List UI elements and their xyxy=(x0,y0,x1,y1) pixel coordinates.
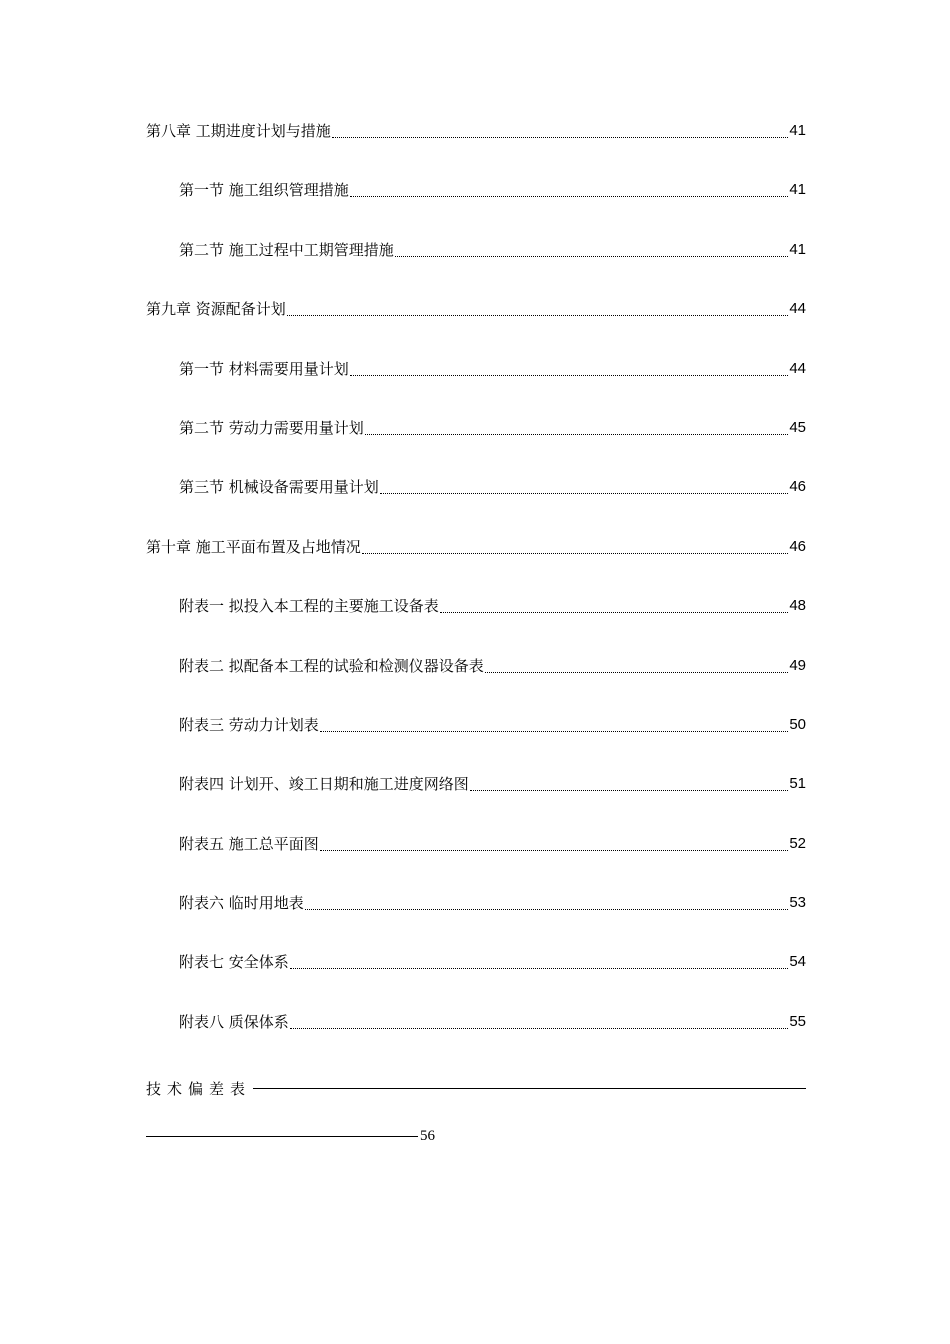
dot-leader xyxy=(305,909,789,910)
dot-leader xyxy=(485,672,789,673)
toc-entry-section[interactable] xyxy=(146,146,806,205)
toc-entry-page: 45 xyxy=(789,418,806,436)
toc-entry-label: 第八章 工期进度计划与措施 xyxy=(146,122,331,140)
toc-entry-section[interactable] xyxy=(146,205,806,264)
toc-entry-label: 第十章 施工平面布置及占地情况 xyxy=(146,537,361,556)
toc-entry-chapter-9[interactable] xyxy=(146,265,806,324)
toc-entry-appendix[interactable] xyxy=(146,799,806,858)
toc-entry-label: 附表三 劳动力计划表 xyxy=(179,715,319,734)
tech-deviation-title: 技术偏差表 xyxy=(146,1079,252,1098)
dot-leader xyxy=(365,434,789,435)
dot-leader xyxy=(290,968,789,969)
toc-entry-label: 第一节 材料需要用量计划 xyxy=(179,359,349,378)
toc-entry-page: 41 xyxy=(789,181,806,199)
toc-entry-label: 第一节 施工组织管理措施 xyxy=(179,181,349,200)
tech-deviation-line-1 xyxy=(146,1075,806,1101)
toc-entry-label: 第三节 机械设备需要用量计划 xyxy=(179,478,379,497)
toc-entry-label: 附表四 计划开、竣工日期和施工进度网络图 xyxy=(179,775,469,794)
toc-entry-appendix[interactable] xyxy=(146,977,806,1036)
dot-leader xyxy=(350,375,789,376)
toc-entry-label: 附表七 安全体系 xyxy=(179,953,289,972)
toc-entry-label: 第二节 劳动力需要用量计划 xyxy=(179,418,364,437)
toc-entry-section[interactable] xyxy=(146,324,806,383)
dot-leader xyxy=(395,256,789,257)
dot-leader xyxy=(362,553,789,554)
toc-entry-appendix[interactable] xyxy=(146,621,806,680)
toc-entry-appendix[interactable] xyxy=(146,859,806,918)
dot-leader xyxy=(350,196,789,197)
dot-leader xyxy=(290,1028,789,1029)
toc-entry-page: 52 xyxy=(789,834,806,852)
tech-deviation-line-2 xyxy=(146,1123,806,1149)
toc-entry-page: 50 xyxy=(789,715,806,733)
dot-leader xyxy=(470,790,789,791)
table-of-contents xyxy=(146,122,806,1037)
dot-leader xyxy=(332,137,789,138)
toc-entry-label: 附表六 临时用地表 xyxy=(179,894,304,913)
toc-entry-page: 55 xyxy=(789,1012,806,1030)
toc-entry-page: 44 xyxy=(789,300,806,318)
toc-entry-chapter-10[interactable] xyxy=(146,502,806,561)
toc-entry-page: 51 xyxy=(789,775,806,793)
toc-entry-page: 41 xyxy=(789,240,806,258)
toc-entry-page: 53 xyxy=(789,894,806,912)
toc-entry-page: 49 xyxy=(789,656,806,674)
toc-entry-label: 附表一 拟投入本工程的主要施工设备表 xyxy=(179,597,439,616)
dot-leader xyxy=(380,493,789,494)
toc-entry-label: 附表八 质保体系 xyxy=(179,1012,289,1031)
toc-entry-page: 46 xyxy=(789,537,806,555)
toc-entry-tech-deviation[interactable] xyxy=(146,1075,806,1149)
toc-entry-label: 第二节 施工过程中工期管理措施 xyxy=(179,240,394,259)
toc-entry-page: 46 xyxy=(789,478,806,496)
toc-entry-page: 41 xyxy=(789,122,806,139)
dot-leader xyxy=(287,315,789,316)
toc-entry-label: 附表二 拟配备本工程的试验和检测仪器设备表 xyxy=(179,656,484,675)
toc-entry-appendix[interactable] xyxy=(146,740,806,799)
toc-entry-appendix[interactable] xyxy=(146,918,806,977)
toc-entry-appendix[interactable] xyxy=(146,562,806,621)
tech-deviation-page: 56 xyxy=(420,1127,435,1144)
dot-leader xyxy=(440,612,789,613)
toc-entry-chapter-8[interactable] xyxy=(146,122,806,146)
toc-entry-section[interactable] xyxy=(146,443,806,502)
toc-entry-page: 54 xyxy=(789,953,806,971)
toc-entry-page: 44 xyxy=(789,359,806,377)
dot-leader xyxy=(320,731,789,732)
dot-leader xyxy=(320,850,789,851)
toc-entry-section[interactable] xyxy=(146,384,806,443)
toc-entry-page: 48 xyxy=(789,597,806,615)
toc-entry-appendix[interactable] xyxy=(146,681,806,740)
toc-entry-label: 附表五 施工总平面图 xyxy=(179,834,319,853)
dash-leader xyxy=(146,1136,418,1137)
toc-entry-label: 第九章 资源配备计划 xyxy=(146,300,286,319)
dash-leader xyxy=(253,1088,806,1089)
